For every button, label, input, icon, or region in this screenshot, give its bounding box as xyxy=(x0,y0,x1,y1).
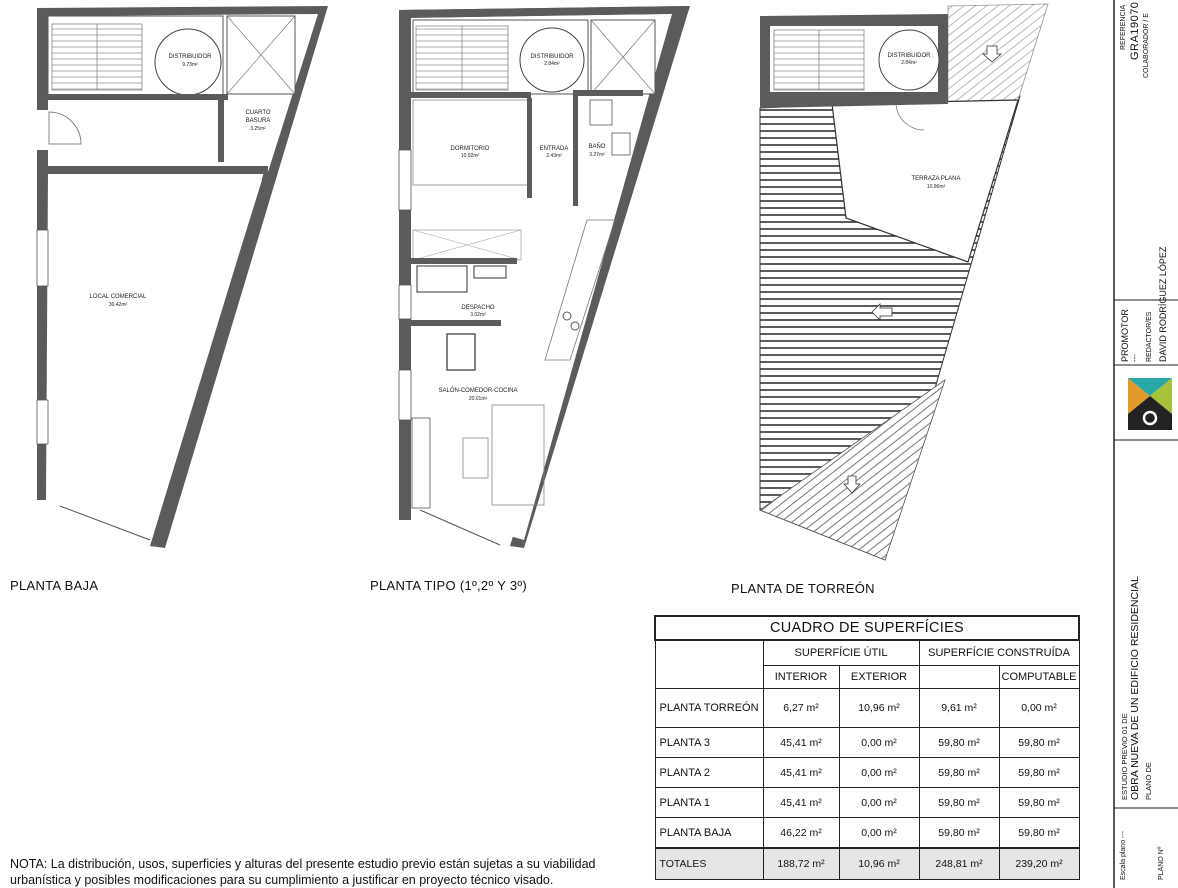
promoter-label: PROMOTOR xyxy=(1120,309,1130,362)
room-name: DISTRIBUIDOR xyxy=(887,53,931,59)
table-row xyxy=(655,788,1079,818)
room-area: 30.42m² xyxy=(108,302,128,308)
row-interior: 6,27 m² xyxy=(763,689,839,728)
row-exterior: 0,00 m² xyxy=(839,788,919,818)
room-area: 10.02m² xyxy=(460,153,480,159)
row-interior: 45,41 m² xyxy=(763,788,839,818)
total-interior: 188,72 m² xyxy=(763,848,839,880)
plan-title-tower: PLANTA DE TORREÓN xyxy=(731,581,875,596)
room-name: TERRAZA PLANA xyxy=(911,176,961,182)
table-row xyxy=(655,728,1079,758)
room-name: DISTRIBUIDOR xyxy=(168,54,212,60)
row-exterior: 0,00 m² xyxy=(839,818,919,849)
ref-value: GRA19070 xyxy=(1129,1,1141,60)
row-interior: 46,22 m² xyxy=(763,818,839,849)
room-name: ENTRADA xyxy=(539,146,569,152)
disclaimer-note: NOTA: La distribución, usos, superficies y alturas del presente estudio previo están sujetas a su viabilidad urbanística y posibles modificaciones para su cumplimiento a justificar en proyecto técnico visado. xyxy=(10,857,596,887)
total-exterior: 10,96 m² xyxy=(839,848,919,880)
row-built: 59,80 m² xyxy=(919,728,999,758)
row-interior: 45,41 m² xyxy=(763,728,839,758)
row-built: 59,80 m² xyxy=(919,758,999,788)
table-header-blank xyxy=(655,640,763,689)
room-name: LOCAL COMERCIAL xyxy=(89,294,147,300)
title-block xyxy=(1110,0,1178,888)
plan-title-ground: PLANTA BAJA xyxy=(10,578,99,593)
room-area: 3.27m² xyxy=(589,152,605,158)
promoter-value: --- xyxy=(1130,354,1139,362)
drafters-value: DAVID RODRÍGUEZ LÓPEZ xyxy=(1158,246,1168,362)
room-area: 2.43m² xyxy=(546,153,562,159)
header-exterior: EXTERIOR xyxy=(839,666,919,689)
header-interior: INTERIOR xyxy=(763,666,839,689)
plan-ground-floor xyxy=(37,6,328,548)
room-area: 9.73m² xyxy=(182,62,198,68)
header-built-area: SUPERFÍCIE CONSTRUÍDA xyxy=(919,640,1079,666)
drafters-label: REDACTOR/ES xyxy=(1146,311,1153,362)
surface-table xyxy=(654,615,1080,880)
row-built: 59,80 m² xyxy=(919,818,999,849)
row-name: PLANTA 2 xyxy=(655,758,763,788)
study-label: ESTUDIO PREVIO 01 DE xyxy=(1120,713,1129,800)
table-total-row xyxy=(655,848,1079,880)
total-name: TOTALES xyxy=(655,848,763,880)
row-built: 9,61 m² xyxy=(919,689,999,728)
room-area: 2.84m² xyxy=(901,60,917,66)
row-exterior: 10,96 m² xyxy=(839,689,919,728)
row-exterior: 0,00 m² xyxy=(839,758,919,788)
row-exterior: 0,00 m² xyxy=(839,728,919,758)
table-row xyxy=(655,689,1079,728)
plan-tower-floor xyxy=(760,4,1048,560)
row-computable: 59,80 m² xyxy=(999,758,1079,788)
row-computable: 59,80 m² xyxy=(999,728,1079,758)
scale-label: Escala plano --- xyxy=(1120,830,1127,880)
plan-typical-floor xyxy=(399,6,690,548)
total-computable: 239,20 m² xyxy=(999,848,1079,880)
row-interior: 45,41 m² xyxy=(763,758,839,788)
room-name: DISTRIBUIDOR xyxy=(530,54,574,60)
row-computable: 0,00 m² xyxy=(999,689,1079,728)
ref-label: REFERENCIA xyxy=(1120,4,1127,50)
row-computable: 59,80 m² xyxy=(999,818,1079,849)
table-title: CUADRO DE SUPERFÍCIES xyxy=(655,616,1079,640)
study-value: OBRA NUEVA DE UN EDIFICIO RESIDENCIAL xyxy=(1129,576,1141,800)
row-built: 59,80 m² xyxy=(919,788,999,818)
room-name: BASURA xyxy=(245,118,271,124)
plan-label: PLANO DE xyxy=(1144,762,1153,800)
table-row xyxy=(655,818,1079,849)
header-computable: COMPUTABLE xyxy=(999,666,1079,689)
company-logo-icon xyxy=(1126,376,1174,432)
room-area: 3.02m² xyxy=(470,312,486,318)
header-useful-area: SUPERFÍCIE ÚTIL xyxy=(763,640,919,666)
header-built-blank xyxy=(919,666,999,689)
row-name: PLANTA 3 xyxy=(655,728,763,758)
row-name: PLANTA 1 xyxy=(655,788,763,818)
room-name: BAÑO xyxy=(588,144,606,150)
total-built: 248,81 m² xyxy=(919,848,999,880)
collab-label: COLABORADOR / E xyxy=(1143,13,1150,78)
room-name: DORMITORIO xyxy=(450,146,490,152)
elevator-circle xyxy=(520,28,584,92)
plan-number-label: PLANO Nº xyxy=(1158,846,1165,880)
room-area: 2.84m² xyxy=(544,61,560,67)
row-name: PLANTA BAJA xyxy=(655,818,763,849)
room-name: SALÓN-COMEDOR-COCINA xyxy=(438,388,518,394)
row-computable: 59,80 m² xyxy=(999,788,1079,818)
room-name: DESPACHO xyxy=(461,305,495,311)
room-area: 10.96m² xyxy=(926,184,946,190)
room-name: CUARTO xyxy=(245,110,271,116)
table-row xyxy=(655,758,1079,788)
plan-title-typical: PLANTA TIPO (1º,2º Y 3º) xyxy=(370,578,528,593)
row-name: PLANTA TORREÓN xyxy=(655,689,763,728)
room-area: 3.25m² xyxy=(250,126,266,132)
room-area: 20.01m² xyxy=(468,396,488,402)
